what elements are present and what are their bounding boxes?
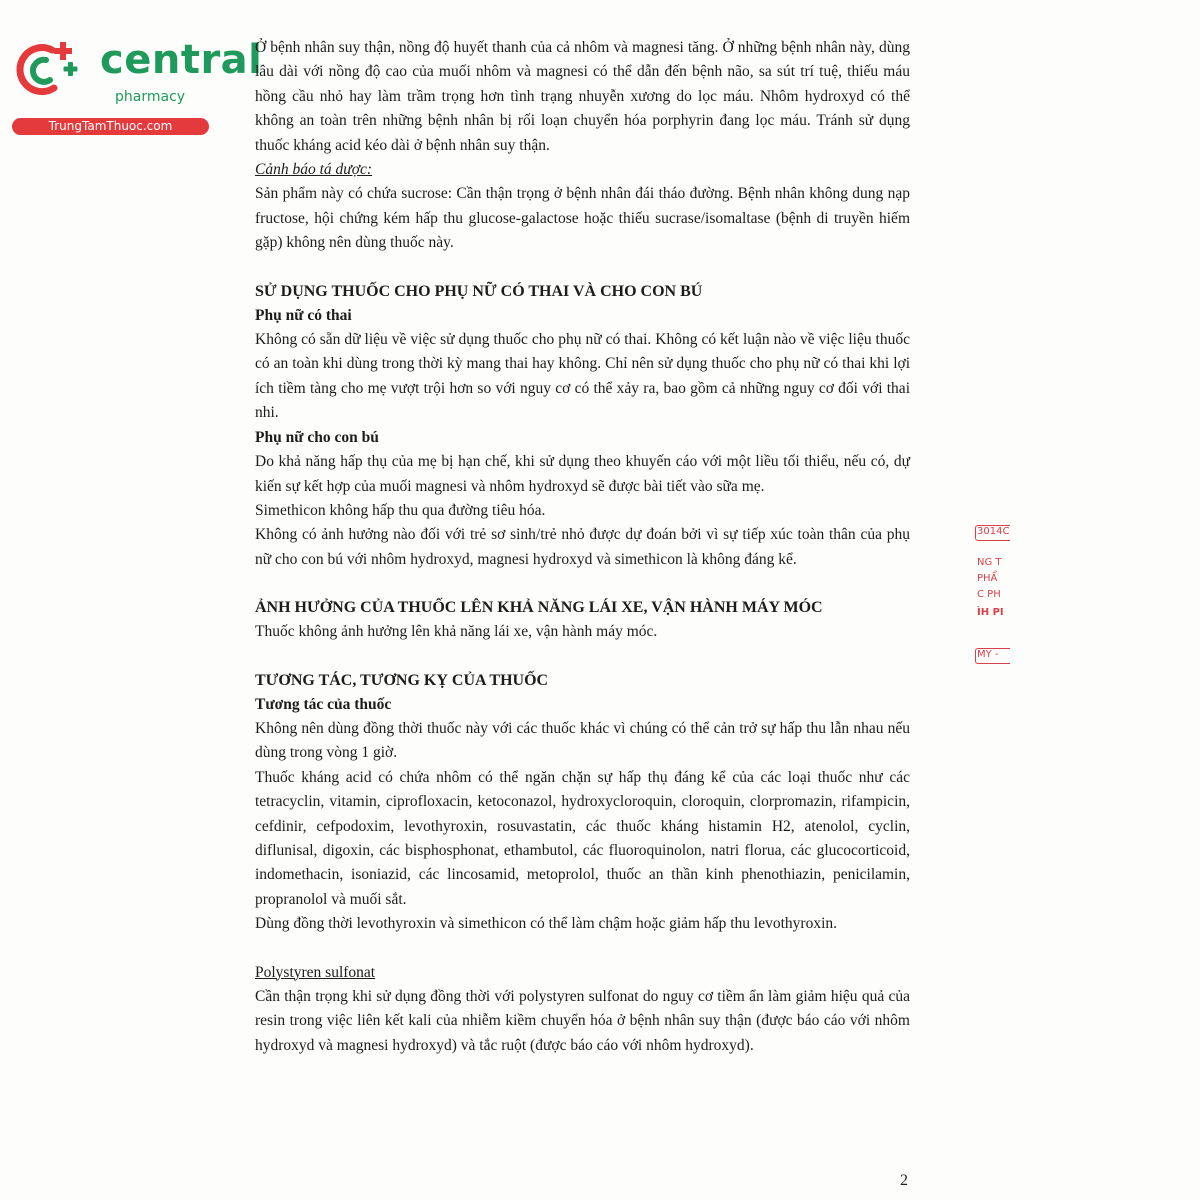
- brand-subtitle: pharmacy: [115, 89, 186, 105]
- document-page: [255, 36, 910, 1058]
- renal-warning-paragraph: Ở bệnh nhân suy thận, nồng độ huyết thanh của cả nhôm và magnesi tăng. Ở những bệnh nhân này, dùng lâu dài với nồng độ cao của muối nhôm và magnesi có thể dẫn đến bệnh não, sa sút trí tuệ, thiếu máu hồng cầu nhỏ hay làm trầm trọng hơn tình trạng nhuyễn xương do lọc máu. Nhôm hydroxyd có thể không an toàn trên những bệnh nhân bị rối loạn chuyển hóa porphyrin đang lọc máu. Tránh sử dụng thuốc kháng acid kéo dài ở bệnh nhân suy thận.: [255, 39, 910, 154]
- excipient-warning-paragraph: Sản phẩm này có chứa sucrose: Cần thận trọng ở bệnh nhân đái tháo đường. Bệnh nhân không dung nạp fructose, hội chứng kém hấp thu glucose-galactose hoặc thiếu sucrase/isomaltase (bệnh di truyền hiếm gặp) không nên dùng thuốc này.: [255, 185, 910, 252]
- infant-effect-paragraph: Không có ảnh hưởng nào đối với trẻ sơ sinh/trẻ nhỏ được dự đoán bởi vì sự tiếp xúc toàn thân của phụ nữ cho con bú với nhôm hydroxyd, magnesi hydroxyd và simethicon là không đáng kể.: [255, 526, 910, 568]
- driving-paragraph: Thuốc không ảnh hưởng lên khả năng lái xe, vận hành máy móc.: [255, 623, 658, 641]
- stamp-line: PHẨ: [977, 573, 998, 584]
- stamp-line: MỸ -: [977, 649, 999, 660]
- stamp-line: ÌH PI: [977, 607, 1004, 618]
- brand-name: central: [100, 37, 263, 83]
- pharmacy-cross-icon: [12, 38, 94, 100]
- interaction-paragraph-3: Dùng đồng thời levothyroxin và simethicon có thể làm chậm hoặc giảm hấp thu levothyroxin.: [255, 915, 838, 933]
- breastfeeding-paragraph: Do khả năng hấp thụ của mẹ bị hạn chế, khi sử dụng theo khuyến cáo với một liều tối thiểu, nếu có, dự kiến sự kết hợp của muối magnesi và nhôm hydroxyd sẽ được bài tiết vào sữa mẹ.: [255, 453, 910, 495]
- interaction-paragraph-2: Thuốc kháng acid có chứa nhôm có thể ngăn chặn sự hấp thụ đáng kể của các loại thuốc như các tetracyclin, vitamin, ciprofloxacin, ketoconazol, hydroxycloroquin, cloroquin, clorpromazin, rifampicin, cefdinir, cefpodoxim, levothyroxin, rosuvastatin, các thuốc kháng histamin H2, atenolol, cyclin, diflunisal, digoxin, các bisphosphonat, ethambutol, các fluoroquinolon, natri florua, các glucocorticoid, indomethacin, isoniazid, các lincosamid, metoprolol, thuốc an thần kinh phenothiazin, penicilamin, propranolol và muối sắt.: [255, 768, 910, 908]
- section-heading-driving: ẢNH HƯỞNG CỦA THUỐC LÊN KHẢ NĂNG LÁI XE, VẬN HÀNH MÁY MÓC: [255, 599, 823, 617]
- subheading-polystyren: Polystyren sulfonat: [255, 963, 376, 981]
- page-number: 2: [900, 1172, 908, 1189]
- pregnancy-paragraph: Không có sẵn dữ liệu về việc sử dụng thuốc cho phụ nữ có thai. Không có kết luận nào về việc liệu thuốc có an toàn khi dùng trong thời kỳ mang thai hay không. Chỉ nên sử dụng thuốc cho phụ nữ có thai khi lợi ích tiềm tàng cho mẹ vượt trội hơn so với nguy cơ có thể xảy ra, bao gồm cả những nguy cơ đối với thai nhi.: [255, 331, 910, 422]
- stamp-line: NG T: [977, 557, 1002, 568]
- subheading-breastfeeding: Phụ nữ cho con bú: [255, 428, 379, 446]
- section-heading-interactions: TƯƠNG TÁC, TƯƠNG KỴ CỦA THUỐC: [255, 671, 549, 689]
- central-pharmacy-logo: [12, 37, 263, 138]
- polystyren-paragraph: Cần thận trọng khi sử dụng đồng thời với polystyren sulfonat do nguy cơ tiềm ẩn làm giảm hiệu quả của resin trong việc liên kết kali của nhiễm kiềm chuyển hóa ở bệnh nhân suy thận (được báo cáo với nhôm hydroxyd và magnesi hydroxyd) và tắc ruột (được báo cáo với nhôm hydroxyd).: [255, 988, 910, 1054]
- stamp-line: C PH: [977, 589, 1001, 600]
- subheading-pregnant: Phụ nữ có thai: [255, 306, 352, 324]
- section-heading-pregnancy: SỬ DỤNG THUỐC CHO PHỤ NỮ CÓ THAI VÀ CHO CON BÚ: [255, 282, 703, 300]
- simethicon-paragraph: Simethicon không hấp thu qua đường tiêu hóa.: [255, 501, 546, 519]
- stamp-line: 3014C: [977, 526, 1010, 537]
- interaction-paragraph-1: Không nên dùng đồng thời thuốc này với các thuốc khác vì chúng có thể cản trở sự hấp thu lẫn nhau nếu dùng trong vòng 1 giờ.: [255, 719, 910, 762]
- excipient-warning-title: Cảnh báo tá dược:: [255, 161, 373, 179]
- subheading-drug-interactions: Tương tác của thuốc: [255, 695, 392, 713]
- site-url[interactable]: TrungTamThuoc.com: [12, 118, 209, 135]
- red-stamp: [975, 515, 1010, 675]
